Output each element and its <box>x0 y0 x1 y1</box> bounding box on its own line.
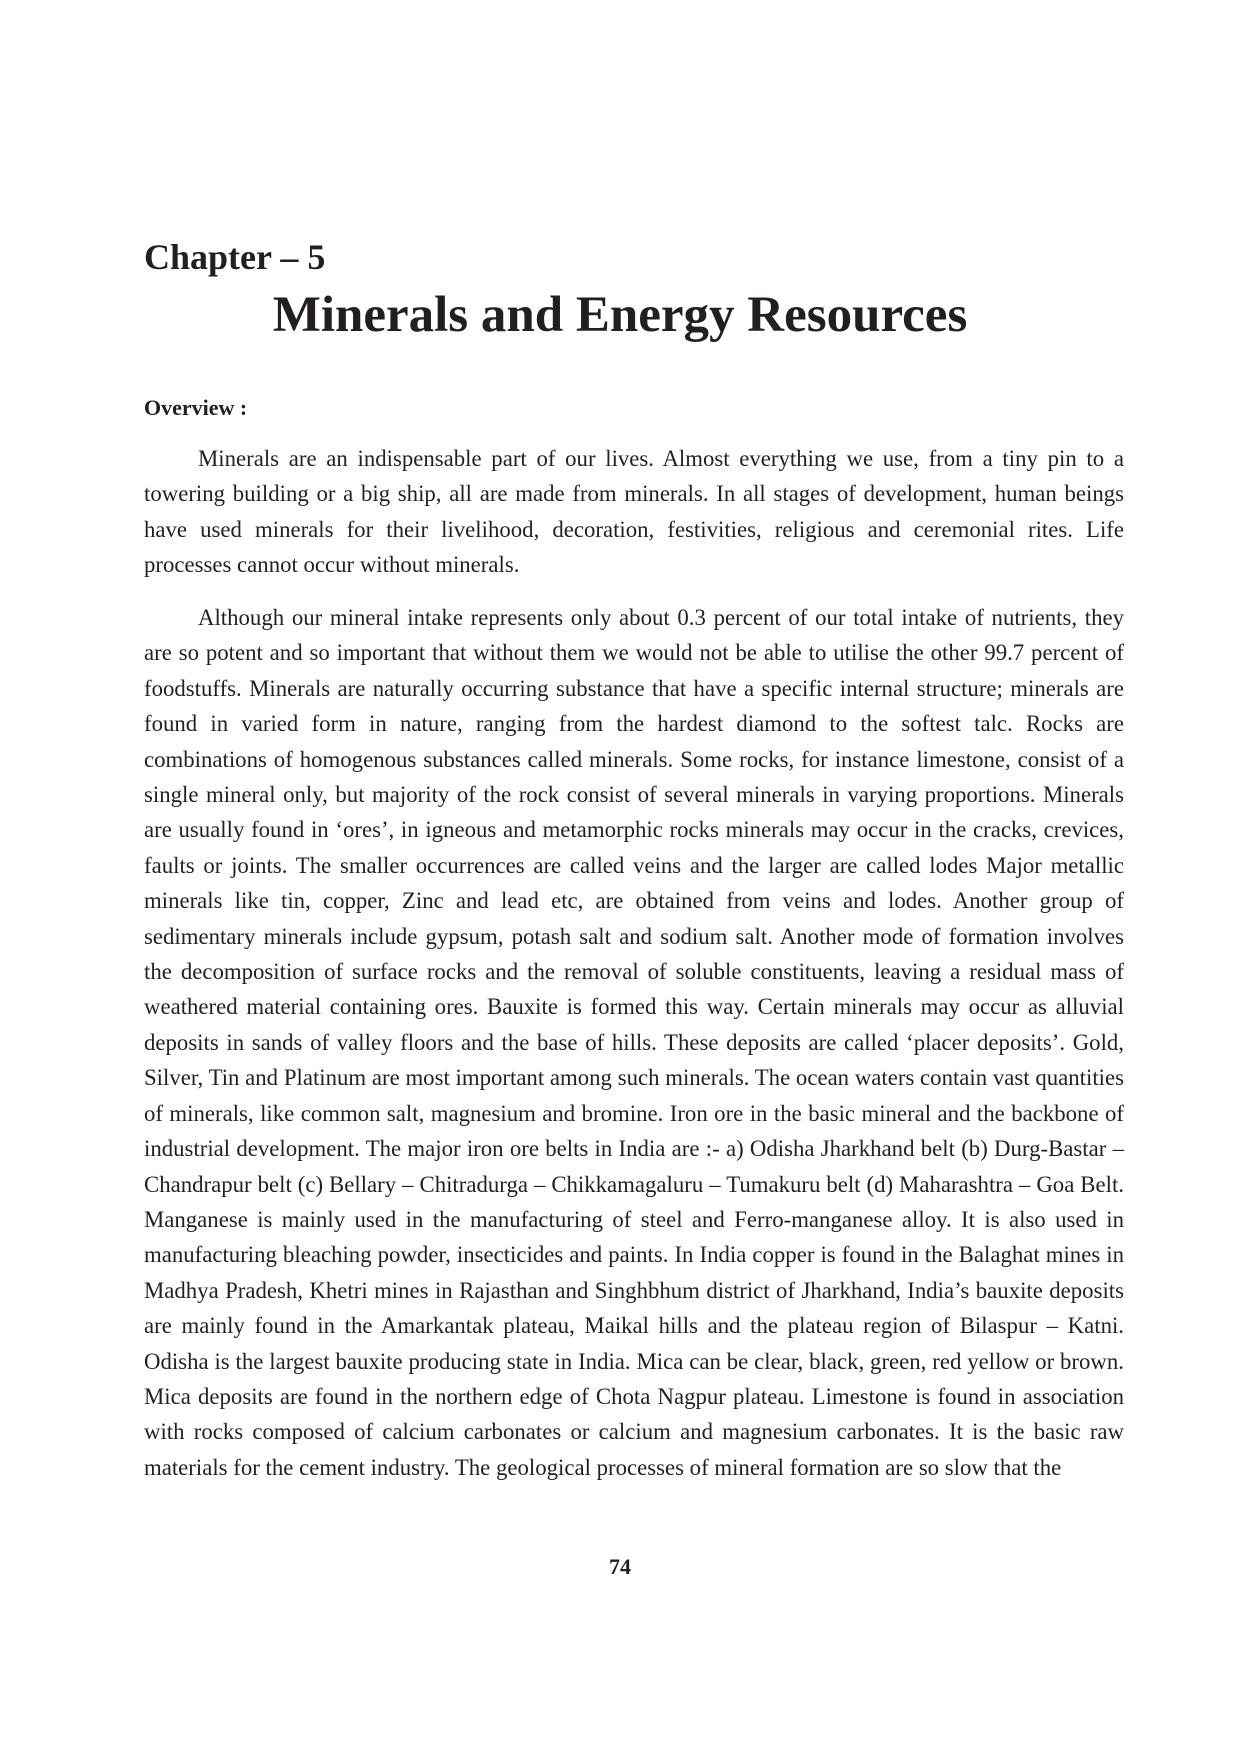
chapter-title: Minerals and Energy Resources <box>272 287 968 343</box>
chapter-number: Chapter – 5 <box>144 237 326 277</box>
overview-paragraph-2: Although our mineral intake represents only about 0.3 percent of our total intake of nutrients, they are so potent and so important that without them we would not be able to utilise the other 99.7 percent of foodstuffs. Minerals are naturally occurring substance that have a specific internal structure; minerals are found in varied form in nature, ranging from the hardest diamond to the softest talc. Rocks are combinations of homogenous substances called minerals. Some rocks, for instance limestone, consist of a single mineral only, but majority of the rock consist of several minerals in varying proportions. Minerals are usually found in ‘ores’, in igneous and metamorphic rocks minerals may occur in the cracks, crevices, faults or joints. The smaller occurrences are called veins and the larger are called lodes Major metallic minerals like tin, copper, Zinc and lead etc, are obtained from veins and lodes. Another group of sedimentary minerals include gypsum, potash salt and sodium salt. Another mode of formation involves the decomposition of surface rocks and the removal of soluble constituents, leaving a residual mass of weathered material containing ores. Bauxite is formed this way. Certain minerals may occur as alluvial deposits in sands of valley floors and the base of hills. These deposits are called ‘placer deposits’. Gold, Silver, Tin and Platinum are most important among such minerals. The ocean waters contain vast quantities of minerals, like common salt, magnesium and bromine. Iron ore in the basic mineral and the backbone of industrial development. The major iron ore belts in India are :- a) Odisha Jharkhand belt (b) Durg-Bastar – Chandrapur belt (c) Bellary – Chitradurga – Chikkamagaluru – Tumakuru belt (d) Maharashtra – Goa Belt. Manganese is mainly used in the manufacturing of steel and Ferro-manganese alloy. It is also used in manufacturing bleaching powder, insecticides and paints. In India copper is found in the Balaghat mines in Madhya Pradesh, Khetri mines in Rajasthan and Singhbhum district of Jharkhand, India’s bauxite deposits are mainly found in the Amarkantak plateau, Maikal hills and the plateau region of Bilaspur – Katni. Odisha is the largest bauxite producing state in India. Mica can be clear, black, green, red yellow or brown. Mica deposits are found in the northern edge of Chota Nagpur plateau. Limestone is found in association with rocks composed of calcium carbonates or calcium and magnesium carbonates. It is the basic raw materials for the cement industry. The geological processes of mineral formation are so slow that the <box>144 605 1124 1480</box>
page-number: 74 <box>609 1554 631 1579</box>
overview-heading: Overview : <box>144 395 248 420</box>
overview-paragraph-1: Minerals are an indispensable part of our lives. Almost everything we use, from a tiny pin to a towering building or a big ship, all are made from minerals. In all stages of development, human beings have used minerals for their livelihood, decoration, festivities, religious and ceremonial rites. Life processes cannot occur without minerals. <box>144 446 1124 578</box>
